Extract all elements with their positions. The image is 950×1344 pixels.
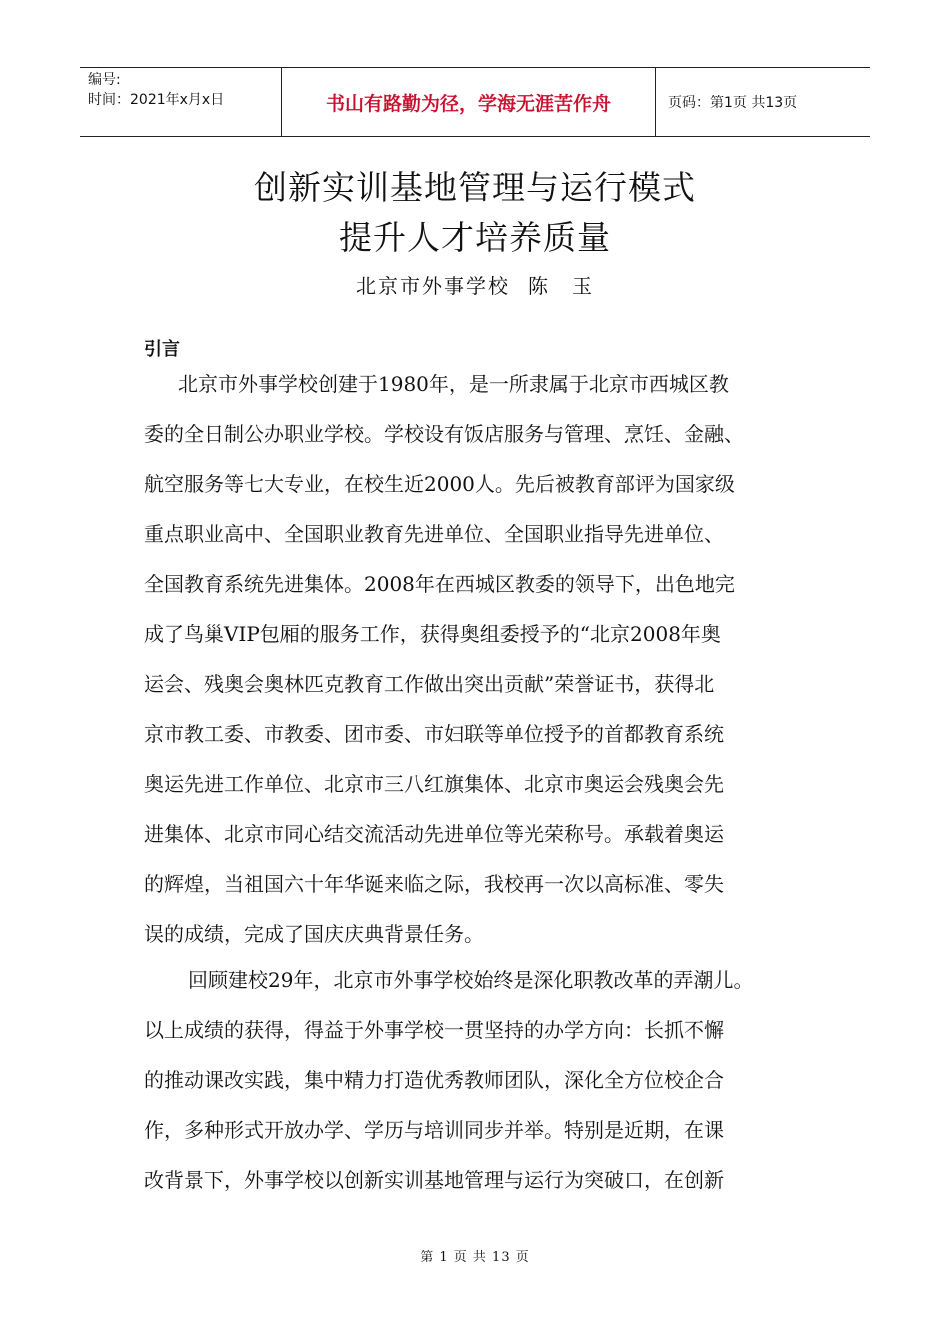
document-title-line1: 创新实训基地管理与运行模式 [254,168,696,207]
text-line: 重点职业高中、全国职业教育先进单位、全国职业指导先进单位、 [144,522,724,546]
text-line: 作，多种形式开放办学、学历与培训同步并举。特别是近期，在课 [144,1118,724,1142]
text-line: 京市教工委、市教委、团市委、市妇联等单位授予的首都教育系统 [144,722,724,746]
text-line: 以上成绩的获得，得益于外事学校一贯坚持的办学方向：长抓不懈 [144,1018,724,1042]
paragraph-1 [144,359,824,959]
text-line: 委的全日制公办职业学校。学校设有饭店服务与管理、烹饪、金融、 [144,422,744,446]
section-heading: 引言 [144,339,180,360]
text-line: 北京市外事学校创建于1980年，是一所隶属于北京市西城区教 [178,372,729,396]
paragraph-2 [144,955,824,1205]
author-line [0,270,950,299]
author-organization: 北京市外事学校 [356,274,510,298]
text-line: 改背景下，外事学校以创新实训基地管理与运行为突破口，在创新 [144,1168,724,1192]
date-label: 时间：2021年x月x日 [88,92,225,108]
author-name: 陈 玉 [528,274,594,298]
text-line: 全国教育系统先进集体。2008年在西城区教委的领导下，出色地完 [144,572,735,596]
header-motto: 书山有路勤为径，学海无涯苦作舟 [325,92,611,115]
text-line: 航空服务等七大专业，在校生近2000人。先后被教育部评为国家级 [144,472,735,496]
text-line: 回顾建校29年，北京市外事学校始终是深化职教改革的弄潮儿。 [188,968,754,992]
text-line: 奥运先进工作单位、北京市三八红旗集体、北京市奥运会残奥会先 [144,772,724,796]
header-page-cell [656,68,870,136]
page-footer: 第 1 页 共 13 页 [420,1250,530,1265]
page-indicator: 页码：第1页 共13页 [668,95,798,111]
text-line: 运会、残奥会奥林匹克教育工作做出突出贡献”荣誉证书，获得北 [144,672,715,696]
document-header [80,67,870,137]
number-label: 编号: [88,72,121,88]
text-line: 进集体、北京市同心结交流活动先进单位等光荣称号。承载着奥运 [144,822,724,846]
text-line: 误的成绩，完成了国庆庆典背景任务。 [144,922,484,946]
header-meta [80,68,282,136]
text-line: 的辉煌，当祖国六十年华诞来临之际，我校再一次以高标准、零失 [144,872,724,896]
header-motto-cell [282,68,656,136]
text-line: 成了鸟巢VIP包厢的服务工作，获得奥组委授予的“北京2008年奥 [144,622,721,646]
text-line: 的推动课改实践，集中精力打造优秀教师团队，深化全方位校企合 [144,1068,724,1092]
document-title-line2: 提升人才培养质量 [339,218,611,257]
